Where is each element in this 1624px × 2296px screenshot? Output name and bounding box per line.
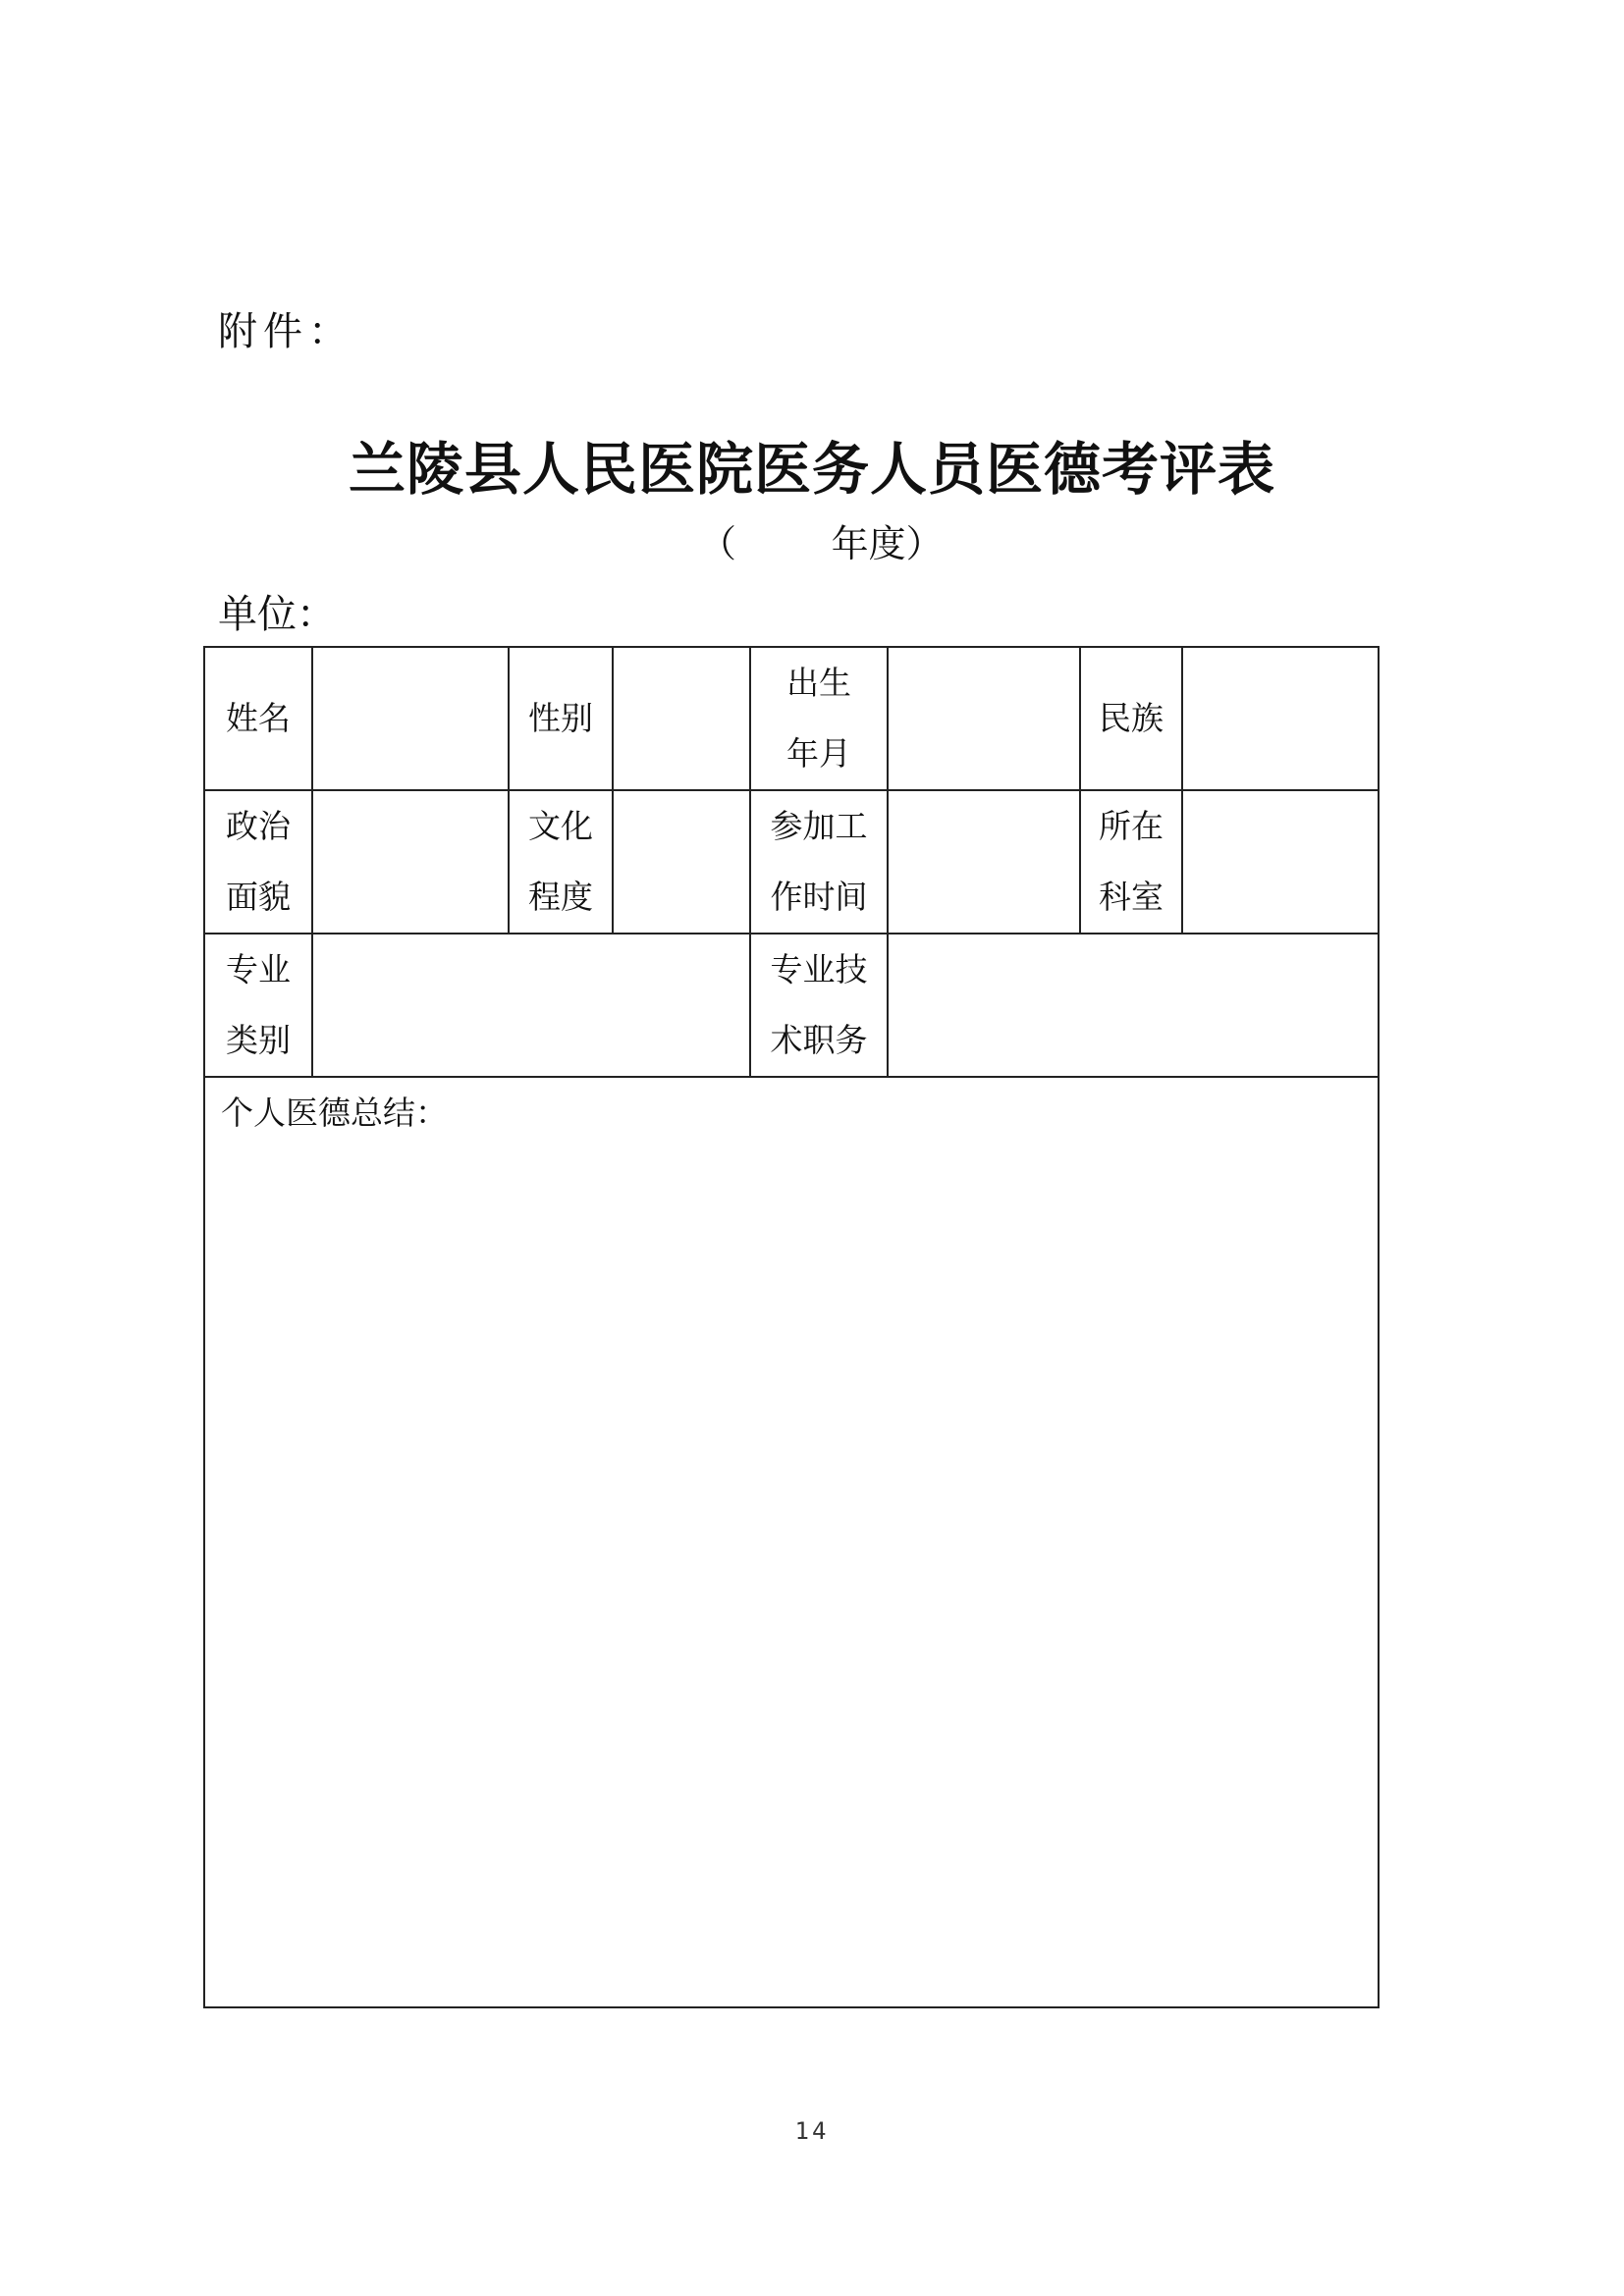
birth-label-line1: 出生 (786, 664, 851, 702)
summary-cell[interactable] (204, 1077, 1379, 2007)
ethnicity-label: 民族 (1099, 699, 1164, 737)
education-label-line2: 程度 (528, 878, 593, 916)
page-title: 兰陵县人民医院医务人员医德考评表 (348, 436, 1275, 503)
gender-value-cell[interactable] (613, 647, 750, 790)
education-label-line1: 文化 (528, 807, 593, 845)
professional-title-label-line2: 术职务 (770, 1021, 868, 1059)
professional-title-value-cell[interactable] (888, 934, 1379, 1077)
specialty-label-line2: 类别 (226, 1021, 291, 1059)
birth-value-cell[interactable] (888, 647, 1080, 790)
specialty-value-cell[interactable] (312, 934, 750, 1077)
ethnicity-value-cell[interactable] (1182, 647, 1379, 790)
political-label-line1: 政治 (226, 807, 291, 845)
table-row (204, 934, 1379, 1077)
professional-title-label-line1: 专业技 (770, 950, 868, 988)
work-start-label-line2: 作时间 (770, 878, 868, 916)
department-value-cell[interactable] (1182, 790, 1379, 934)
specialty-label-line1: 专业 (226, 950, 291, 988)
political-label-line2: 面貌 (226, 878, 291, 916)
name-label-cell (204, 647, 312, 790)
education-value-cell[interactable] (613, 790, 750, 934)
specialty-label-cell (204, 934, 312, 1077)
birth-label-line2: 年月 (786, 734, 851, 773)
department-label-line2: 科室 (1099, 878, 1164, 916)
attachment-label: 附件： (218, 309, 353, 354)
professional-title-label-cell (750, 934, 888, 1077)
name-value-cell[interactable] (312, 647, 509, 790)
department-label-cell (1080, 790, 1182, 934)
table-row (204, 1077, 1379, 2007)
name-label: 姓名 (226, 699, 291, 737)
work-start-value-cell[interactable] (888, 790, 1080, 934)
work-start-label-cell (750, 790, 888, 934)
evaluation-form-table (203, 646, 1380, 2008)
gender-label-cell (509, 647, 613, 790)
birth-label-cell (750, 647, 888, 790)
gender-label: 性别 (528, 699, 593, 737)
political-label-cell (204, 790, 312, 934)
ethnicity-label-cell (1080, 647, 1182, 790)
table-row (204, 790, 1379, 934)
year-line: （ 年度） (699, 522, 944, 565)
political-value-cell[interactable] (312, 790, 509, 934)
education-label-cell (509, 790, 613, 934)
page-number: 14 (794, 2117, 830, 2145)
table-row (204, 647, 1379, 790)
summary-label: 个人医德总结： (221, 1094, 448, 1132)
work-start-label-line1: 参加工 (770, 807, 868, 845)
department-label-line1: 所在 (1099, 807, 1164, 845)
unit-label: 单位： (218, 592, 336, 637)
